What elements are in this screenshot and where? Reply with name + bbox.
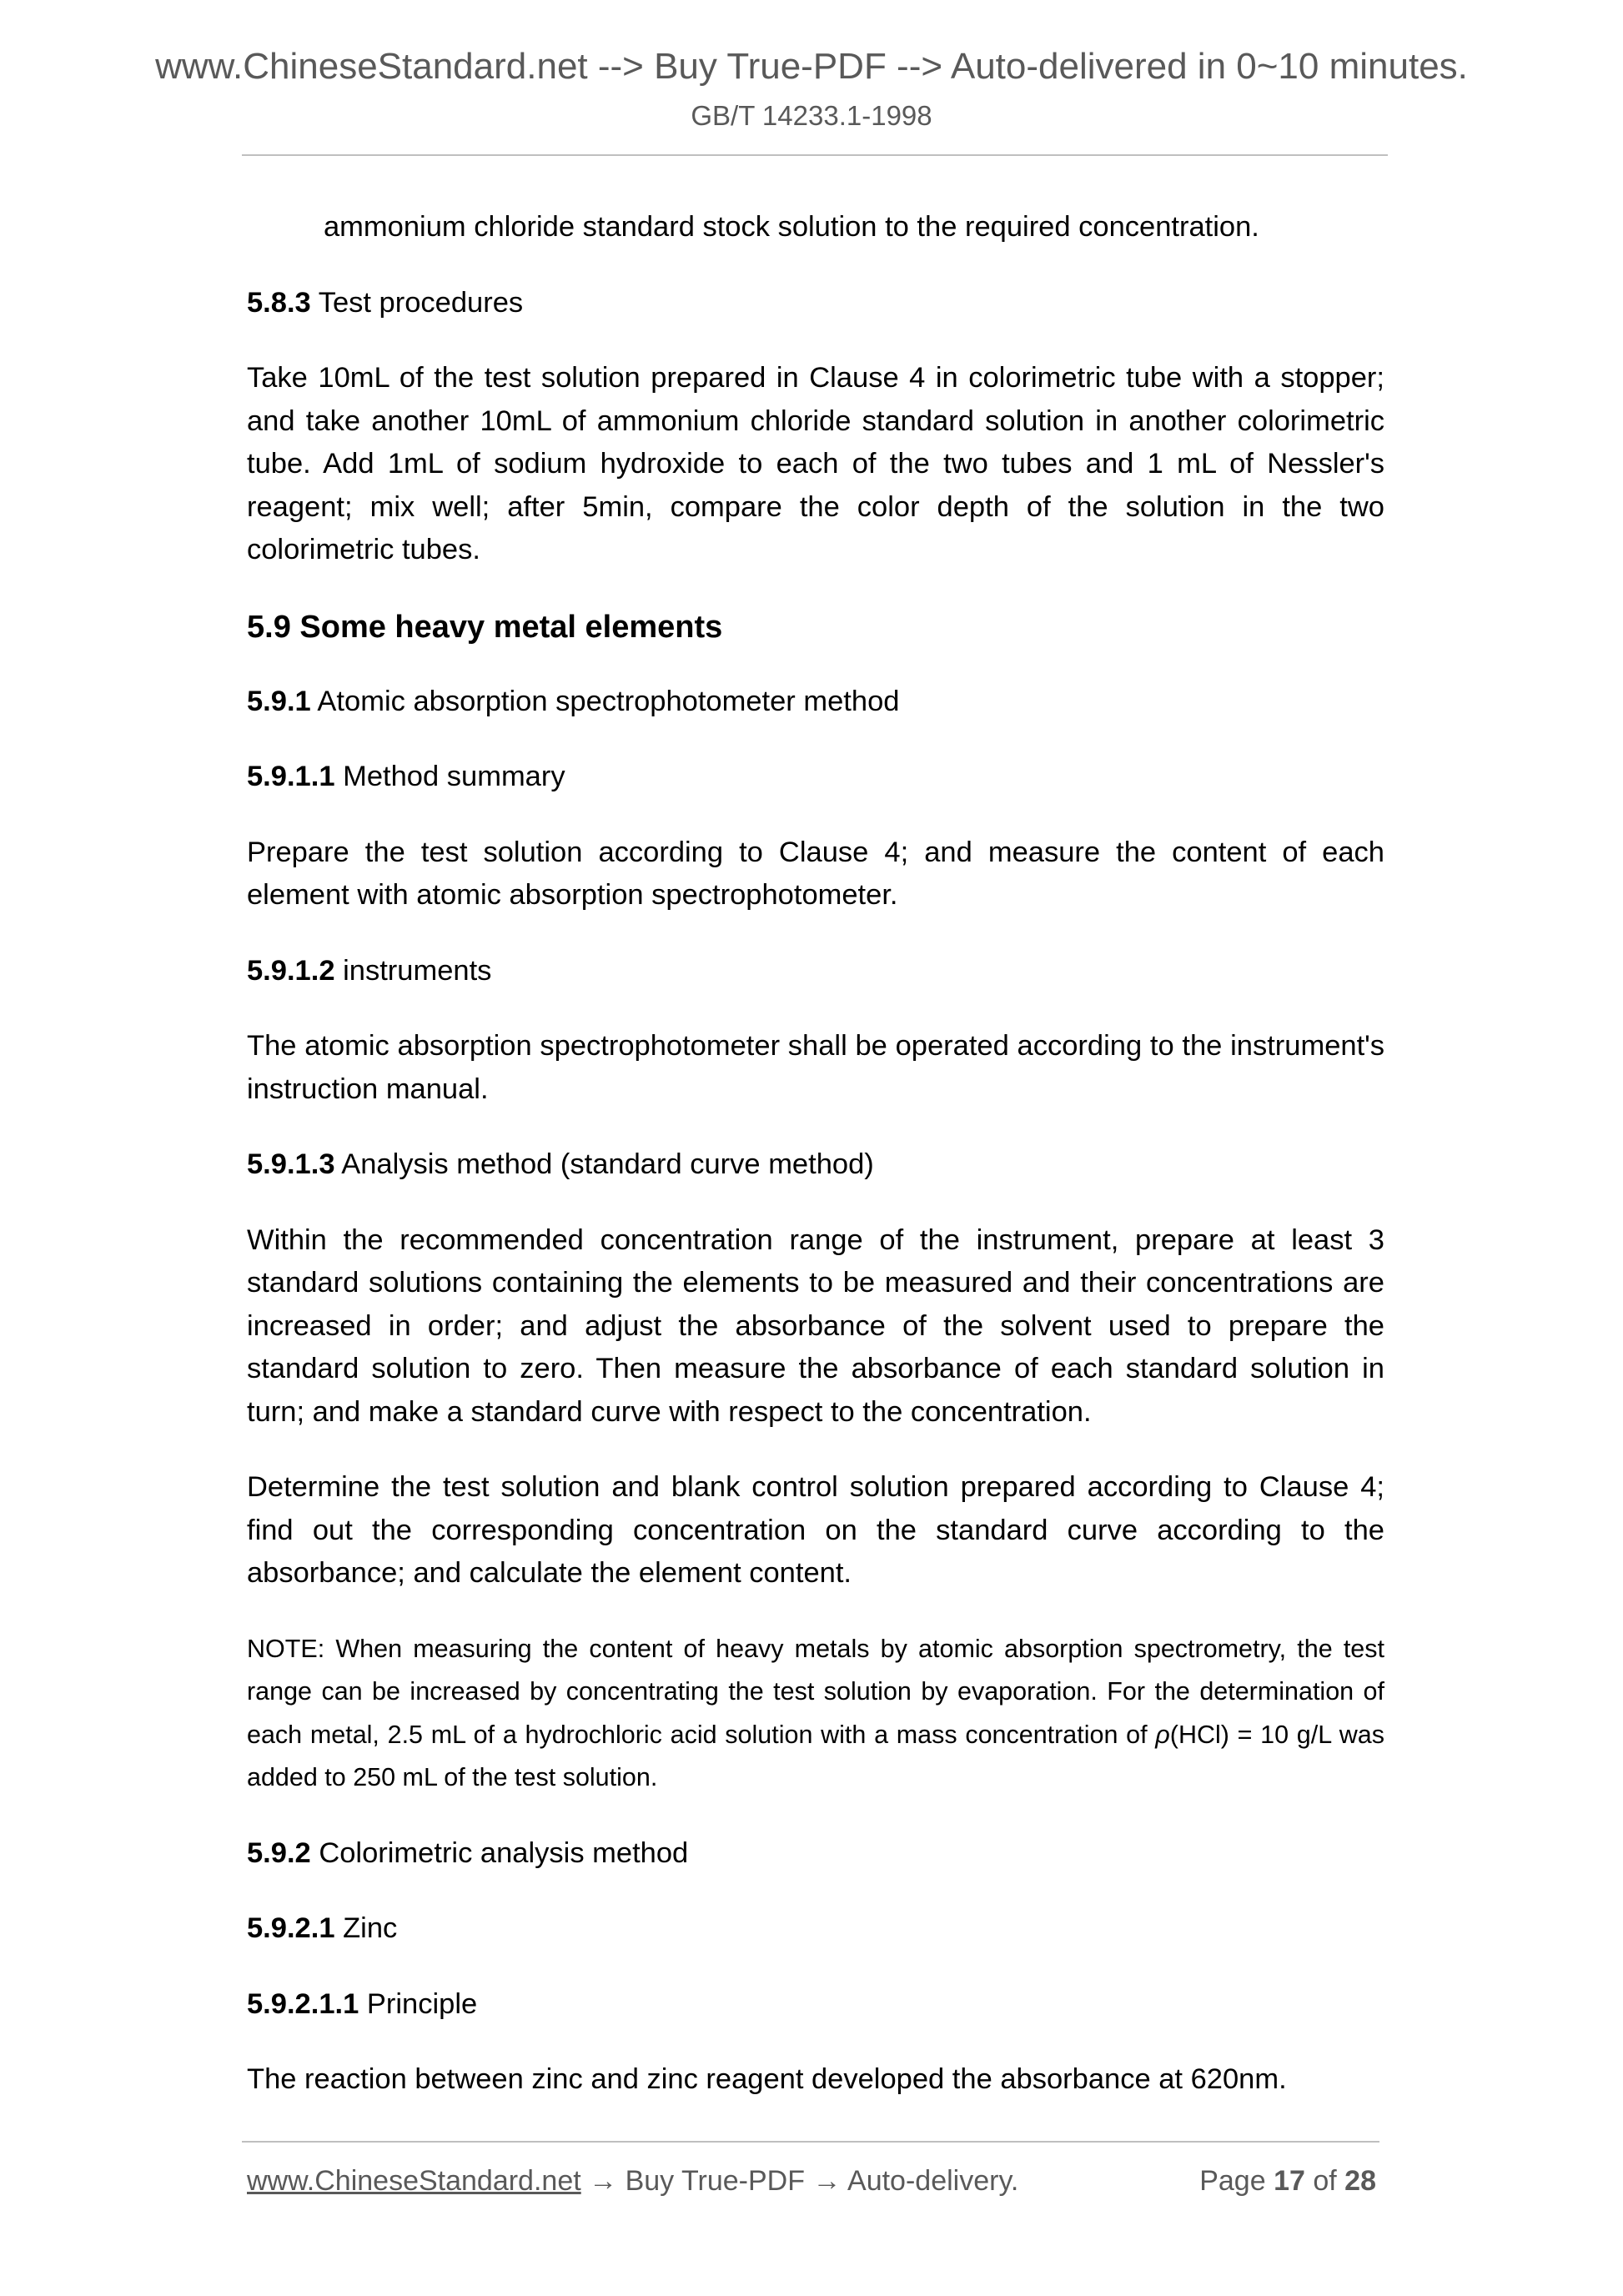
section-title: instruments (343, 954, 492, 987)
section-title: Analysis method (standard curve method) (341, 1148, 874, 1180)
document-body (247, 206, 1384, 2134)
page-current: 17 (1274, 2165, 1305, 2197)
section-5-8-3-paragraph: Take 10mL of the test solution prepared in Clause 4 in colorimetric tube with a stopper; and take another 10mL of ammonium chloride standard solution in another colorimetric tube. Add 1mL of sodium hydroxide to each of the two tubes and 1 mL of Nessler's reagent; mix well; after 5min, compare the color depth of the solution in the two colorimetric tubes. (247, 362, 1384, 565)
section-title: Colorimetric analysis method (319, 1836, 689, 1869)
page-footer (247, 2160, 1376, 2202)
note-paragraph (247, 1628, 1384, 1800)
section-number: 5.8.3 (247, 286, 311, 319)
section-5-9-1-3-paragraph-1: Within the recommended concentration range of the instrument, prepare at least 3 standard solutions containing the elements to be measured and their concentrations are increased in order; and adjust the absorbance of the solvent used to prepare the standard solution to zero. Then measure the absorbance of each standard solution in turn; and make a standard curve with respect to the concentration. (247, 1223, 1384, 1428)
section-5-8-3-heading (247, 282, 1384, 325)
section-5-9-1-heading (247, 681, 1384, 724)
footer-promo (247, 2160, 1018, 2202)
section-title: Test procedures (318, 286, 524, 319)
section-5-9-2-1-1-heading (247, 1983, 1384, 2027)
continued-paragraph: ammonium chloride standard stock solution to the required concentration. (324, 211, 1259, 243)
arrow-right-icon: → (589, 2165, 618, 2197)
note-text-tail: (HCl) = 10 g/L was added to 250 mL of the test solution. (247, 1720, 1385, 1791)
section-5-9-2-1-1-paragraph: The reaction between zinc and zinc reagent developed the absorbance at 620nm. (247, 2063, 1287, 2095)
section-number: 5.9.1.3 (247, 1148, 335, 1180)
section-title: Zinc (343, 1912, 398, 1944)
section-5-9-1-2-paragraph: The atomic absorption spectrophotometer shall be operated according to the instrument's instruction manual. (247, 1030, 1384, 1105)
section-number: 5.9.2.1 (247, 1912, 335, 1944)
section-number: 5.9.1.1 (247, 761, 335, 792)
page-label: Page (1199, 2165, 1266, 2197)
note-text: NOTE: When measuring the content of heavy metals by atomic absorption spectrometry, the test range can be increased by concentrating the test solution by evaporation. For the determination of each metal, 2.5 mL of a hydrochloric acid solution with a mass concentration of (247, 1634, 1384, 1749)
buy-text: Buy True-PDF (625, 2165, 805, 2197)
section-5-9-heading: 5.9 Some heavy metal elements (247, 609, 723, 645)
arrow-right-icon: → (812, 2165, 842, 2197)
section-5-9-2-heading (247, 1832, 1384, 1876)
section-number: 5.9.2.1.1 (247, 1987, 359, 2020)
section-5-9-1-3-heading (247, 1143, 1384, 1187)
section-5-9-2-1-heading (247, 1907, 1384, 1951)
of-label: of (1313, 2165, 1337, 2197)
section-number: 5.9.1 (247, 685, 311, 717)
header-divider (242, 154, 1388, 156)
footer-divider (242, 2141, 1379, 2143)
header-banner: www.ChineseStandard.net --> Buy True-PDF --> Auto-delivered in 0~10 minutes. (155, 46, 1468, 87)
section-5-9-1-3-paragraph-2: Determine the test solution and blank control solution prepared according to Clause 4; find out the corresponding concentration on the standard curve according to the absorbance; and calculate the element content. (247, 1471, 1384, 1589)
site-link[interactable]: www.ChineseStandard.net (247, 2165, 581, 2197)
page-number (1199, 2160, 1376, 2202)
section-number: 5.9.1.2 (247, 954, 335, 987)
section-5-9-1-2-heading (247, 950, 1384, 993)
section-title: Method summary (343, 761, 565, 792)
rho-symbol: ρ (1155, 1720, 1170, 1749)
delivery-text: Auto-delivery. (847, 2165, 1019, 2197)
standard-code: GB/T 14233.1-1998 (691, 100, 932, 131)
section-number: 5.9.2 (247, 1836, 311, 1869)
section-5-9-1-1-heading (247, 756, 1384, 799)
page-total: 28 (1344, 2165, 1376, 2197)
section-title: Atomic absorption spectrophotometer method (317, 685, 900, 717)
section-5-9-1-1-paragraph: Prepare the test solution according to Clause 4; and measure the content of each element with atomic absorption spectrophotometer. (247, 836, 1384, 911)
section-title: Principle (366, 1987, 478, 2020)
